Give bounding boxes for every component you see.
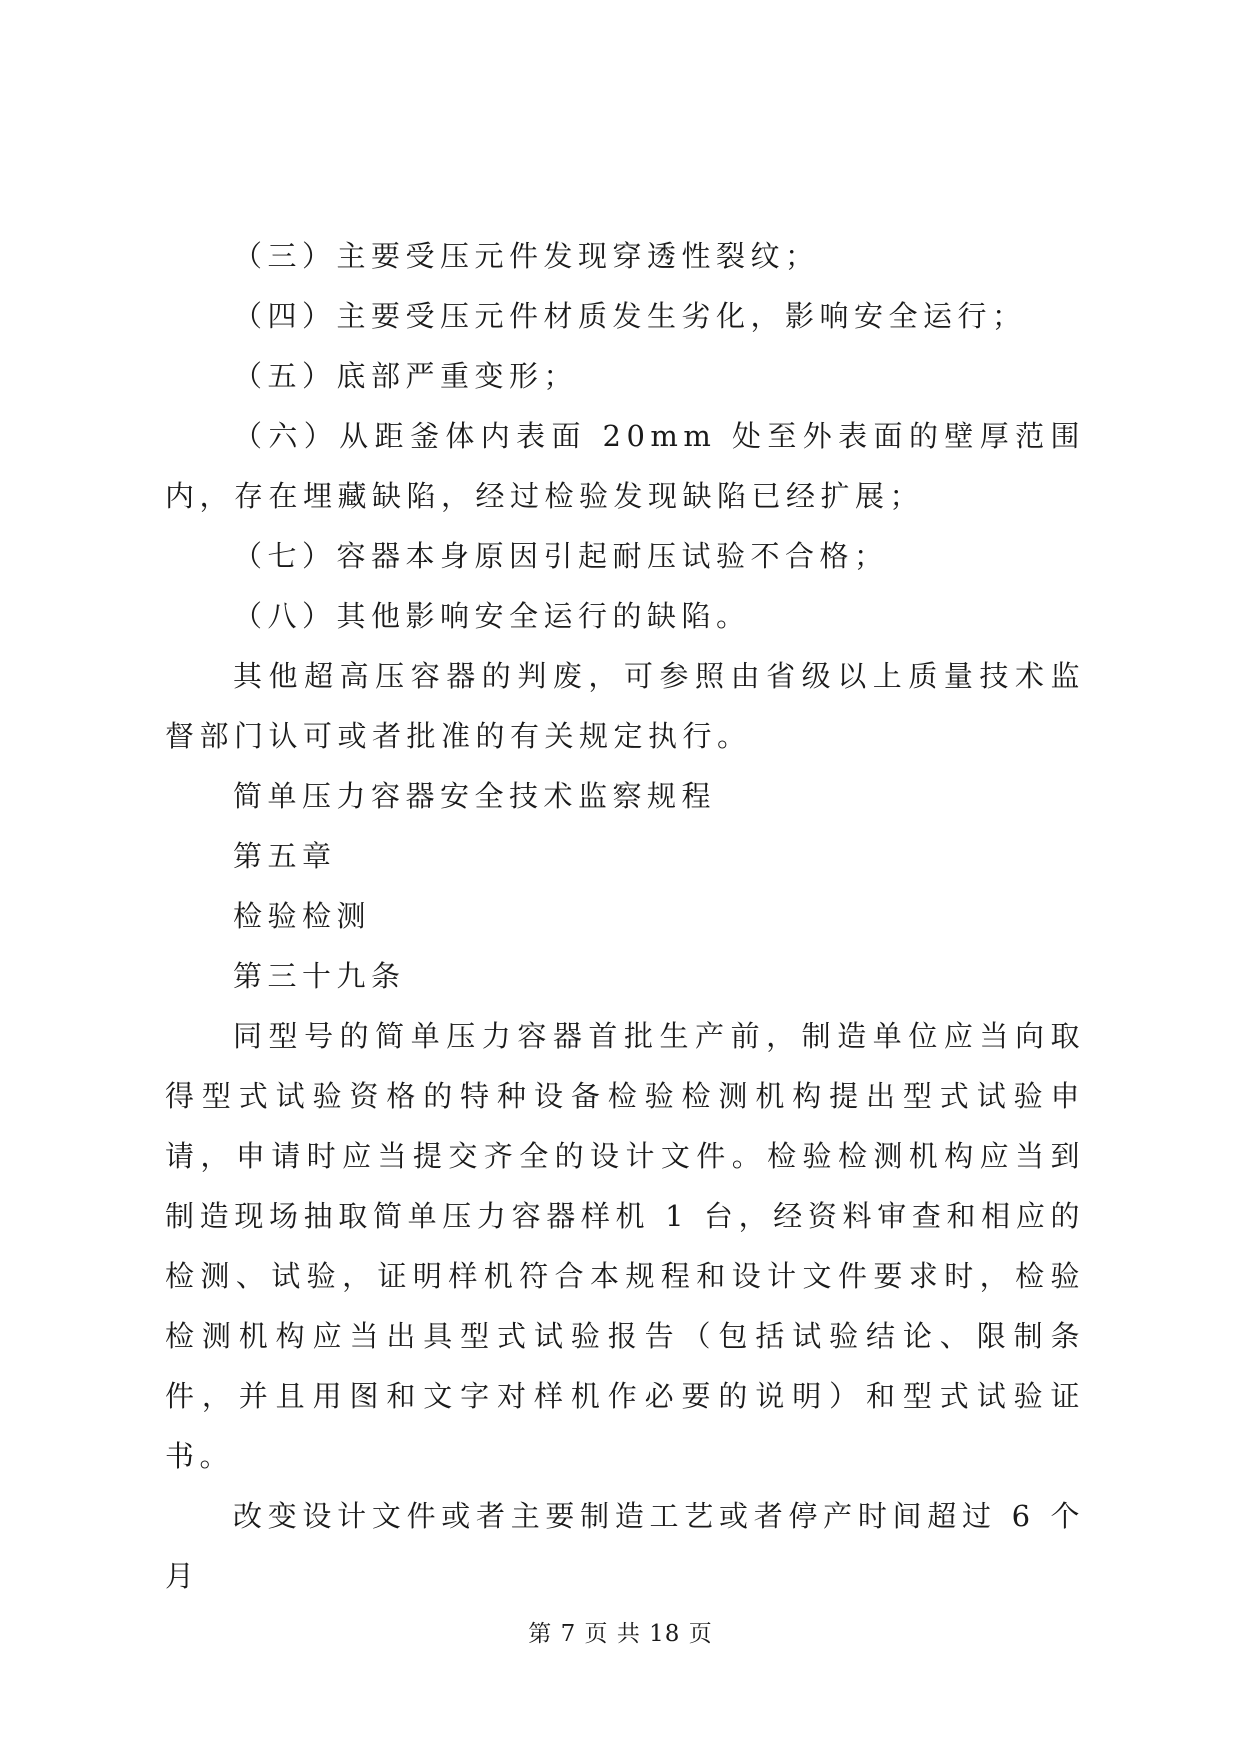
- paragraph-item-3: （三）主要受压元件发现穿透性裂纹；: [233, 239, 820, 273]
- paragraph-item-8: （八）其他影响安全运行的缺陷。: [233, 599, 751, 633]
- paragraph-type-test: 同型号的简单压力容器首批生产前，制造单位应当向取得型式试验资格的特种设备检验检测机构提出型式试验申请，申请时应当提交齐全的设计文件。检验检测机构应当到制造现场抽取简单压力容器样机 1 台，经资料审查和相应的检测、试验，证明样机符合本规程和设计文件要求时，检验检测机构应当出具型式试验报告（包括试验结论、限制条件，并且用图和文字对样机作必要的说明）和型式试验证书。: [165, 1019, 1085, 1473]
- page-footer: 第 7 页 共 18 页: [528, 1621, 713, 1647]
- paragraph-design-change: 改变设计文件或者主要制造工艺或者停产时间超过 6 个月: [165, 1499, 1085, 1593]
- regulation-title: 简单压力容器安全技术监察规程: [233, 779, 717, 813]
- paragraph-item-7: （七）容器本身原因引起耐压试验不合格；: [233, 539, 889, 573]
- paragraph-item-5: （五）底部严重变形；: [233, 359, 579, 393]
- paragraph-other-vessels: 其他超高压容器的判废，可参照由省级以上质量技术监督部门认可或者批准的有关规定执行。: [165, 659, 1085, 753]
- chapter-title: 检验检测: [233, 899, 372, 933]
- paragraph-item-4: （四）主要受压元件材质发生劣化，影响安全运行；: [233, 299, 1027, 333]
- article-heading: 第三十九条: [233, 959, 406, 993]
- paragraph-item-6: （六）从距釜体内表面 20mm 处至外表面的壁厚范围内，存在埋藏缺陷，经过检验发现缺陷已经扩展；: [165, 419, 1085, 513]
- document-body: [165, 226, 1085, 1593]
- chapter-heading: 第五章: [233, 839, 337, 873]
